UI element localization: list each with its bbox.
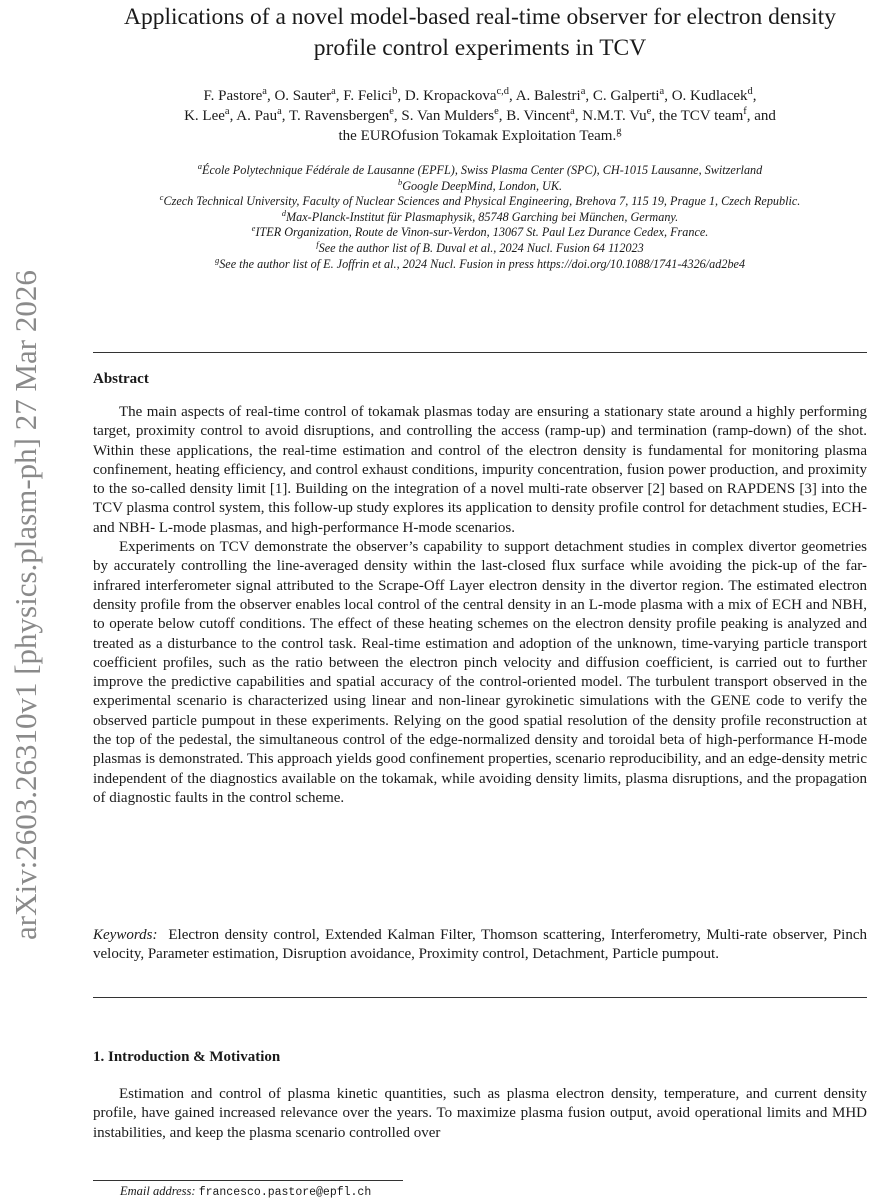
abstract-heading: Abstract (93, 371, 149, 387)
affiliation: $^c$Czech Technical University, Faculty of Nuclear Sciences and Physical Engineering, Brehova 7, 115 19, Prague 1, Czech Republic. (159, 192, 801, 209)
author-list: F. Pastore$^a$, O. Sauter$^a$, F. Felici$^b$, D. Kropackova$^{c,d}$, A. Balestri$^a$, C. Galperti$^a$, O. Kudlacek$^d$, K. Lee$^a$, A. Pau$^a$, T. Ravensbergen$^e$, S. Van Mulders$^e$, B. Vincent$^a$, N.M.T. Vu$^e$, the TCV team$^f$, and the EUROfusion Tokamak Exploitation Team.$^g$ (184, 86, 776, 144)
author: F. Felici$^b$ (343, 86, 398, 104)
abstract-top-divider (93, 352, 867, 353)
affiliation-list (93, 160, 867, 272)
affiliation: $^g$See the author list of E. Joffrin et al., 2024 Nucl. Fusion in press https://doi.org/10.1088/1741-4326/ad2be4 (214, 254, 746, 271)
author: C. Galperti$^a$ (592, 86, 665, 104)
author: O. Sauter$^a$ (274, 86, 336, 104)
author: A. Pau$^a$ (236, 106, 282, 124)
affiliation: $^f$See the author list of B. Duval et al., 2024 Nucl. Fusion 64 112023 (316, 238, 644, 255)
abstract-paragraph: The main aspects of real-time control of tokamak plasmas today are ensuring a stationary state around a highly performing target, proximity control to avoid disruptions, and controlling the access (ramp-up) and termination (ramp-down) of the shot. Within these applications, the real-time estimation and control of the electron density is fundamental for monitoring plasma confinement, heating efficiency, and control exhaust conditions, impurity concentration, fusion power production, and proximity to the so-called density limit [1]. Building on the integration of a novel multi-rate observer [2] based on RAPDENS [3] into the TCV plasma control system, this follow-up study explores its application to density profile control for detachment studies, ECH- and NBH- L-mode plasmas, and high-performance H-mode scenarios. (93, 404, 867, 536)
affiliation: $^e$ITER Organization, Route de Vinon-sur-Verdon, 13067 St. Paul Lez Durance Cedex, France. (251, 223, 709, 240)
affiliation: $^a$École Polytechnique Fédérale de Lausanne (EPFL), Swiss Plasma Center (SPC), CH-1015 Lausanne, Switzerland (197, 160, 763, 177)
author-email-link[interactable]: francesco.pastore@epfl.ch (198, 1186, 372, 1199)
arxiv-stamp: arXiv:2603.26310v1 [physics.plasm-ph] 27 Mar 2026 (8, 270, 43, 940)
abstract-paragraph: Experiments on TCV demonstrate the observer’s capability to support detachment studies in complex divertor geometries by accurately controlling the line-averaged density within the last-closed flux surface while avoiding the pick-up of the far-infrared interferometer signal attributed to the Scrape-Off Layer electron density in the divertor region. The estimated electron density profile from the observer enables local control of the central density in an L-mode plasma with a mix of ECH and NBH, to operate below cutoff conditions. The effect of these heating schemes on the electron density profile peaking is analyzed and treated as a disturbance to the control task. Real-time estimation and adoption of the unknown, time-varying particle transport coefficient profiles, such as the ratio between the electron pinch velocity and diffusion coefficient, is carried out to further improve the predictive capabilities and spatial accuracy of the control-oriented model. The turbulent transport observed in the experimental scenario is characterized using linear and non-linear gyrokinetic simulations with the GENE code to verify the observed particle pumpout in these experiments. Relying on the good spatial resolution of the density profile reconstruction at the top of the pedestal, the simultaneous control of the edge-normalized density and toroidal beta of high-performance H-mode plasmas is demonstrated. This approach yields good confinement properties, scenario reproducibility, and an edge-density metric independent of the diagnostics available on the tokamak, while avoiding density limits, plasma disruptions, and the propagation of diagnostic faults in the control scheme. (93, 539, 867, 806)
author: S. Van Mulders$^e$ (401, 106, 499, 124)
author: T. Ravensbergen$^e$ (289, 106, 394, 124)
paper-title: Applications of a novel model-based real-time observer for electron density profile control experiments in TCV (124, 4, 836, 61)
footnote-label: Email address: (120, 1184, 196, 1198)
author: A. Balestri$^a$ (515, 86, 586, 104)
section-heading: 1. Introduction & Motivation (93, 1049, 281, 1065)
affiliation: $^d$Max-Planck-Institut für Plasmaphysik, 85748 Garching bei München, Germany. (281, 207, 679, 224)
author: K. Lee$^a$ (184, 106, 230, 124)
keywords-text: Electron density control, Extended Kalman Filter, Thomson scattering, Interferometry, Multi-rate observer, Pinch velocity, Parameter estimation, Disruption avoidance, Proximity control, Detachment, Particle pumpout. (93, 927, 868, 963)
section-paragraph: Estimation and control of plasma kinetic quantities, such as plasma electron density, temperature, and current density profile, have gained increased relevance over the years. To maximize plasma fusion output, avoid operational limits and MHD instabilities, and keep the plasma scenario controlled over (93, 1086, 867, 1141)
keywords (93, 926, 867, 965)
footnote (120, 1184, 371, 1199)
affiliation: $^b$Google DeepMind, London, UK. (397, 176, 563, 193)
author: F. Pastore$^a$ (203, 86, 267, 104)
author: the EUROfusion Tokamak Exploitation Team.$^g$ (338, 126, 622, 144)
abstract-body (93, 403, 867, 808)
footnote-divider (93, 1180, 403, 1181)
author: the TCV team$^f$ (658, 106, 747, 124)
author: B. Vincent$^a$ (506, 106, 575, 124)
keywords-label: Keywords: (93, 927, 158, 943)
abstract-bottom-divider (93, 997, 867, 998)
author: N.M.T. Vu$^e$ (582, 106, 652, 124)
author: O. Kudlacek$^d$ (671, 86, 753, 104)
author: D. Kropackova$^{c,d}$ (404, 86, 510, 104)
